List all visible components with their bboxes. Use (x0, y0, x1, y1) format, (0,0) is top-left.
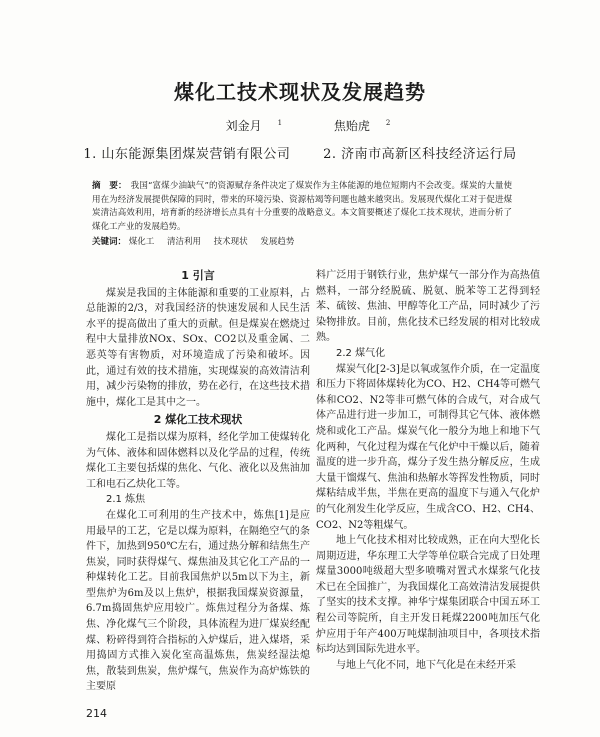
paragraph: 料广泛用于钢铁行业，焦炉煤气一部分作为高热值燃料，一部分经脱硫、脱氨、脱苯等工艺得到轻苯、硫铵、焦油、甲醇等化工产品，同时减少了污染物排放。目前，焦化技术已经发展的相对比较成熟。 (316, 270, 540, 344)
subsection-heading: 2.2 煤气化 (336, 347, 386, 359)
left-column (86, 266, 310, 695)
author: 刘金月 $^1$ (225, 119, 283, 133)
paper-title: 煤化工技术现状及发展趋势 (174, 80, 426, 104)
author: 焦贻虎 $^2$ (333, 119, 391, 133)
paragraph: 煤化工是指以煤为原料，经化学加工使煤转化为气体、液体和固体燃料以及化学品的过程，传统煤化工主要包括煤的焦化、气化、液化以及焦油加工和电石乙炔化工等。 (86, 431, 310, 490)
right-column (316, 268, 540, 673)
keyword: 发展趋势 (260, 237, 295, 247)
page-number: 214 (86, 707, 107, 720)
paragraph: 煤炭是我国的主体能源和重要的工业原料，占总能源的2/3，对我国经济的快速发展和人民生活水平的提高做出了重大的贡献。但是煤炭在燃烧过程中大量排放NOx、SOx、CO2以及重金属、二恶英等有害物质，对环境造成了污染和破坏。因此，通过有效的技术措施，实现煤炭的高效清洁利用，减少污染物的排放，势在必行，在这些技术措施中，煤化工是其中之一。 (86, 287, 310, 408)
paragraph: 地上气化技术相对比较成熟，正在向大型化长周期迈进，华东理工大学等单位联合完成了日处理煤量3000吨级超大型多喷嘴对置式水煤浆气化技术已在全国推广，为我国煤化工高效清洁发展提供了坚实的技术支撑。神华宁煤集团联合中国五环工程公司等院所，自主开发日耗煤2200吨加压气化炉应用于年产400万吨煤制油项目中，各项技术指标均达到国际先进水平。 (316, 535, 540, 656)
abstract-text: 我国“富煤少油缺气”的资源赋存条件决定了煤炭作为主体能源的地位短期内不会改变。煤炭的大量使用在为经济发展提供保障的同时，带来的环境污染、资源枯竭等问题也越来越突出。发展现代煤化工对于促进煤炭清洁高效利用，培育新的经济增长点具有十分重要的战略意义。本文简要概述了煤化工技术现状，进而分析了煤化工产业的发展趋势。 (92, 181, 512, 232)
affiliation-line (0, 143, 600, 162)
abstract-label: 摘 要： (92, 181, 127, 191)
keywords (92, 236, 512, 249)
keyword: 煤化工 (128, 237, 155, 247)
author-line (0, 117, 600, 134)
subsection-heading: 2.1 炼焦 (106, 494, 146, 506)
paragraph: 煤炭气化[2-3]是以氧或氢作介质，在一定温度和压力下将固体煤转化为CO、H2、CH4等可燃气体和CO2、N2等非可燃气体的合成气，对合成气体产品进行进一步加工，可制得其它气体、液体燃烧和或化工产品。煤炭气化一般分为地上和地下气化两种，气化过程为煤在气化炉中干燥以后，随着温度的进一步升高，煤分子发生热分解反应，生成大量干馏煤气、焦油和热解水等挥发性物质，同时煤粘结成半焦，半焦在更高的温度下与通入气化炉的气化剂发生化学反应，生成含CO、H2、CH4、CO2、N2等粗煤气。 (316, 363, 540, 531)
keyword: 清洁利用 (166, 237, 201, 247)
abstract (92, 180, 512, 234)
paragraph: 在煤化工可利用的生产技术中，炼焦[1]是应用最早的工艺，它是以煤为原料，在隔绝空气的条件下，加热到950℃左右，通过热分解和结焦生产焦炭，同时获得煤气、煤焦油及其它化工产品的一种煤转化工艺。目前我国焦炉以5m以下为主，新型焦炉为6m及以上焦炉，根据我国煤炭资源量，6.7m捣固焦炉应用较广。炼焦过程分为备煤、炼焦、净化煤气三个阶段，具体流程为进厂煤炭经配煤、粉碎得到符合指标的入炉煤后，进入煤塔，采用捣固方式推入炭化室高温炼焦，焦炭经湿法熄焦，散装到焦炭，焦炉煤气，焦炭作为高炉炼铁的主要原 (86, 509, 310, 693)
keyword: 技术现状 (213, 237, 248, 247)
section-heading: 2 煤化工技术现状 (153, 413, 243, 427)
affiliation: 1. 山东能源集团煤炭营销有限公司 (83, 147, 291, 162)
affiliation: 2. 济南市高新区科技经济运行局 (323, 147, 517, 162)
paragraph: 与地上气化不同，地下气化是在未经开采 (336, 659, 516, 671)
section-heading: 1 引言 (181, 269, 215, 282)
keywords-label: 关键词： (92, 237, 127, 247)
